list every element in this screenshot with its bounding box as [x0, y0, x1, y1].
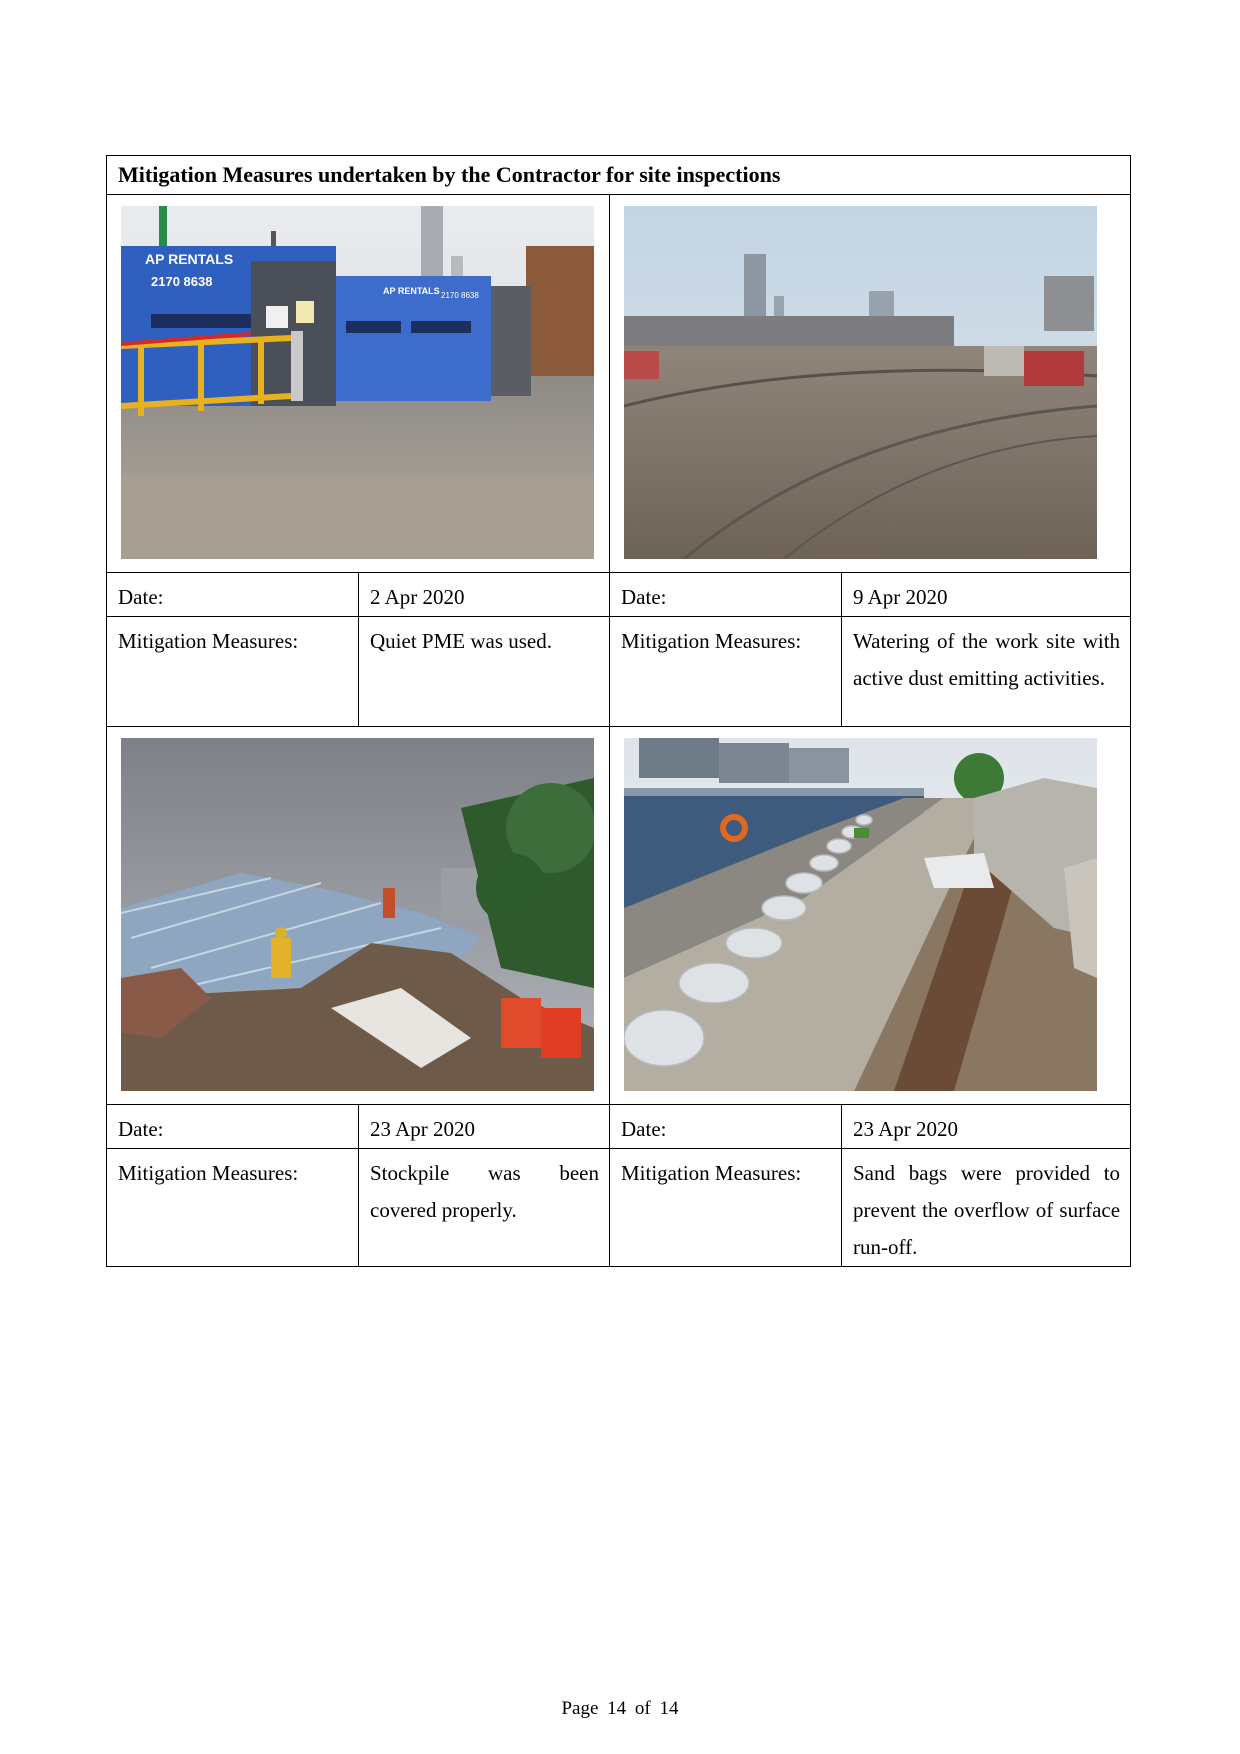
date-label: Date: — [118, 585, 164, 609]
measures-value-photo2: Watering of the work site with active dust emitting activities. — [853, 629, 1121, 690]
date-value-photo4: 23 Apr 2020 — [853, 1117, 958, 1141]
mitigation-label: Mitigation Measures: — [118, 1161, 299, 1185]
date-value-photo1: 2 Apr 2020 — [370, 585, 465, 609]
measures-value-photo3: Stockpile was been covered properly. — [370, 1161, 599, 1222]
table-title: Mitigation Measures undertaken by the Contractor for site inspections — [118, 162, 781, 187]
mitigation-label: Mitigation Measures: — [621, 629, 802, 653]
site-photo-dirt-road — [624, 206, 1097, 559]
date-label: Date: — [118, 1117, 164, 1141]
site-photo-stockpile — [121, 738, 594, 1091]
measures-value-photo1: Quiet PME was used. — [370, 629, 552, 653]
site-photo-sandbags — [624, 738, 1097, 1091]
photo-text-brand: AP RENTALS — [145, 251, 234, 267]
measures-row-2 — [107, 1149, 1131, 1267]
page-number: Page 14 of 14 — [561, 1698, 679, 1719]
mitigation-table — [106, 155, 1131, 1267]
mitigation-label: Mitigation Measures: — [118, 629, 299, 653]
photo-text-phone: 2170 8638 — [151, 274, 213, 289]
measures-row-1 — [107, 617, 1131, 727]
date-row-1 — [107, 573, 1131, 617]
photo-text-brand-2: AP RENTALS — [383, 286, 440, 296]
date-label: Date: — [621, 1117, 667, 1141]
mitigation-label: Mitigation Measures: — [621, 1161, 802, 1185]
photo-text-phone-2: 2170 8638 — [441, 291, 479, 300]
measures-value-photo4: Sand bags were provided to prevent the overflow of surface run-off. — [853, 1161, 1121, 1259]
date-value-photo2: 9 Apr 2020 — [853, 585, 948, 609]
site-photo-generators — [121, 206, 594, 559]
date-value-photo3: 23 Apr 2020 — [370, 1117, 475, 1141]
date-row-2 — [107, 1105, 1131, 1149]
date-label: Date: — [621, 585, 667, 609]
